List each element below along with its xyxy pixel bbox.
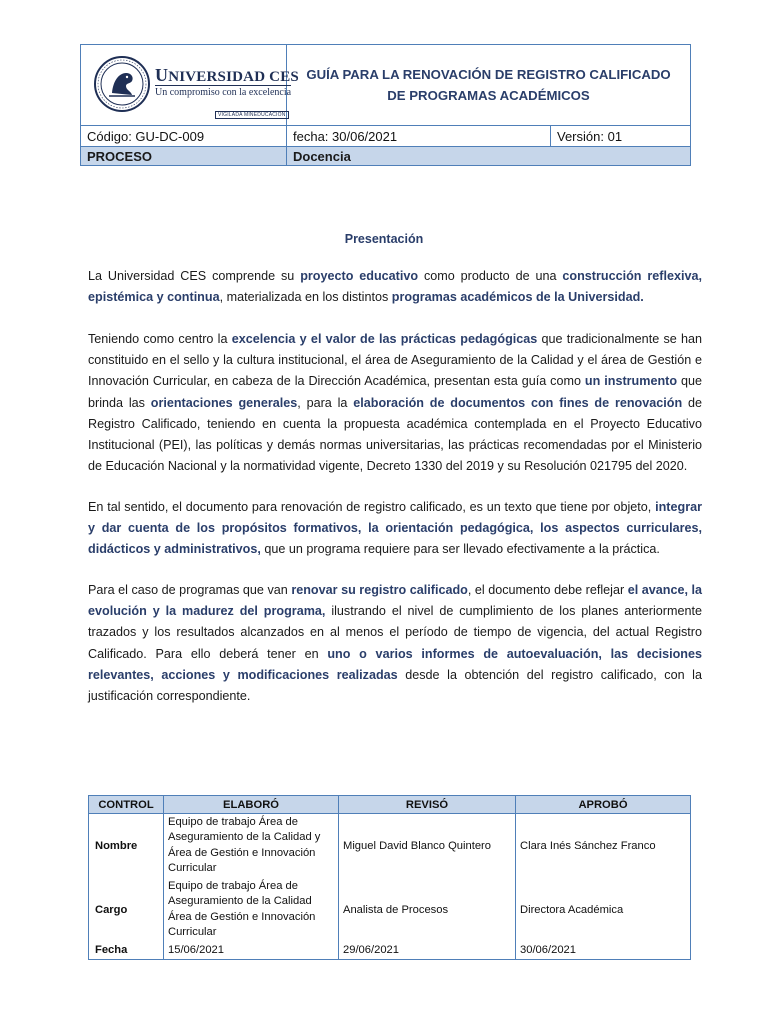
- process-label: PROCESO: [81, 147, 287, 166]
- table-cell: Clara Inés Sánchez Franco: [516, 814, 691, 878]
- paragraph-text: desde la obtención del registro calificado, con la justificación correspondiente.: [88, 667, 702, 704]
- highlighted-text: excelencia y el valor de las prácticas pedagógicas: [231, 332, 538, 346]
- process-value: Docencia: [287, 147, 691, 166]
- paragraph-text: En tal sentido, el documento para renovación de registro calificado, es un texto que tiene por objeto,: [88, 500, 656, 514]
- paragraph-text: como producto de una: [418, 269, 563, 283]
- university-tagline: Un compromiso con la excelencia: [155, 87, 292, 98]
- row-label: Cargo: [89, 878, 164, 942]
- table-cell: Equipo de trabajo Área de Aseguramiento de la Calidad y Área de Gestión e Innovación Curricular: [164, 814, 339, 878]
- table-cell: Equipo de trabajo Área de Aseguramiento de la Calidad Área de Gestión e Innovación Curricular: [164, 878, 339, 942]
- reviso-header: REVISÓ: [339, 796, 516, 814]
- highlighted-text: un instrumento: [584, 374, 678, 389]
- paragraph-text: Teniendo como centro la: [88, 332, 232, 346]
- paragraph-text: que brinda las: [88, 374, 702, 410]
- vigilada-badge: VIGILADA MINEDUCACIÓN: [215, 111, 289, 119]
- paragraph-2: [88, 329, 702, 477]
- row-label: Nombre: [89, 814, 164, 878]
- elaboro-header: ELABORÓ: [164, 796, 339, 814]
- document-title-cell: [287, 45, 691, 126]
- university-logo: [93, 55, 299, 118]
- paragraph-text: , para la: [297, 395, 354, 410]
- highlighted-text: orientaciones generales: [150, 395, 298, 410]
- paragraph-1: [88, 266, 702, 308]
- table-cell: Directora Académica: [516, 878, 691, 942]
- aprobo-header: APROBÓ: [516, 796, 691, 814]
- control-table: [88, 795, 691, 960]
- highlighted-text: proyecto educativo: [300, 269, 419, 283]
- highlighted-text: programas académicos de la Universidad.: [391, 290, 644, 305]
- table-cell: 15/06/2021: [164, 942, 339, 960]
- highlighted-text: renovar su registro calificado: [291, 583, 468, 597]
- university-name: UNIVERSIDAD CES: [155, 65, 299, 85]
- document-code: Código: GU-DC-009: [81, 126, 287, 147]
- table-row: [89, 814, 691, 878]
- document-title: GUÍA PARA LA RENOVACIÓN DE REGISTRO CALIFICADO DE PROGRAMAS ACADÉMICOS: [306, 67, 671, 103]
- highlighted-text: uno o varios informes de autoevaluación, las decisiones relevantes, acciones y modificaciones realizadas: [88, 646, 702, 682]
- table-cell: 29/06/2021: [339, 942, 516, 960]
- paragraph-text: , el documento debe reflejar: [467, 583, 628, 597]
- highlighted-text: elaboración de documentos con fines de renovación: [353, 395, 683, 410]
- paragraph-4: [88, 580, 702, 707]
- paragraph-text: ilustrando el nivel de cumplimiento de los planes anteriormente trazados y los resultados alcanzados en al menos el período de tiempo de vigencia, del actual Registro Calificado. Para ello deberá tener en: [88, 604, 703, 661]
- table-cell: Miguel David Blanco Quintero: [339, 814, 516, 878]
- control-header: CONTROL: [89, 796, 164, 814]
- highlighted-text: el avance, la evolución y la madurez del programa,: [88, 583, 702, 619]
- highlighted-text: construcción reflexiva, epistémica y continua: [88, 269, 702, 305]
- logo-cell: [81, 45, 299, 126]
- paragraph-text: que un programa requiere para ser llevado efectivamente a la práctica.: [260, 542, 660, 557]
- table-row: [89, 878, 691, 942]
- paragraph-text: La Universidad CES comprende su: [88, 269, 301, 283]
- table-row: [89, 942, 691, 960]
- paragraph-text: de Registro Calificado, teniendo en cuenta la propuesta académica contemplada en el Proyecto Educativo Institucional (PEI), las políticas y demás normas universitarias, las prácticas recomendadas por el Ministerio de Educación Nacional y la normatividad vigente, Decreto 1330 del 2019 y su Resolución 021795 del 2020.: [88, 395, 702, 474]
- document-header: [80, 44, 691, 166]
- table-cell: Analista de Procesos: [339, 878, 516, 942]
- highlighted-text: integrar y dar cuenta de los propósitos formativos, la orientación pedagógica, los aspectos curriculares, didácticos y administrativos,: [88, 500, 702, 557]
- section-title: Presentación: [344, 232, 424, 246]
- paragraph-text: Para el caso de programas que van: [88, 583, 292, 597]
- table-cell: 30/06/2021: [516, 942, 691, 960]
- document-version: Versión: 01: [551, 126, 691, 147]
- university-seal-icon: [93, 55, 151, 113]
- paragraph-text: que tradicionalmente se han constituido en el sello y la cultura institucional, el área de Aseguramiento de la Calidad y el área de Gestión e Innovación Curricular, en cabeza de la Dirección Académica, presentan esta guía como: [88, 332, 702, 389]
- paragraph-text: , materializada en los distintos: [219, 290, 392, 305]
- document-date: fecha: 30/06/2021: [287, 126, 551, 147]
- row-label: Fecha: [89, 942, 164, 960]
- paragraph-3: [88, 497, 702, 561]
